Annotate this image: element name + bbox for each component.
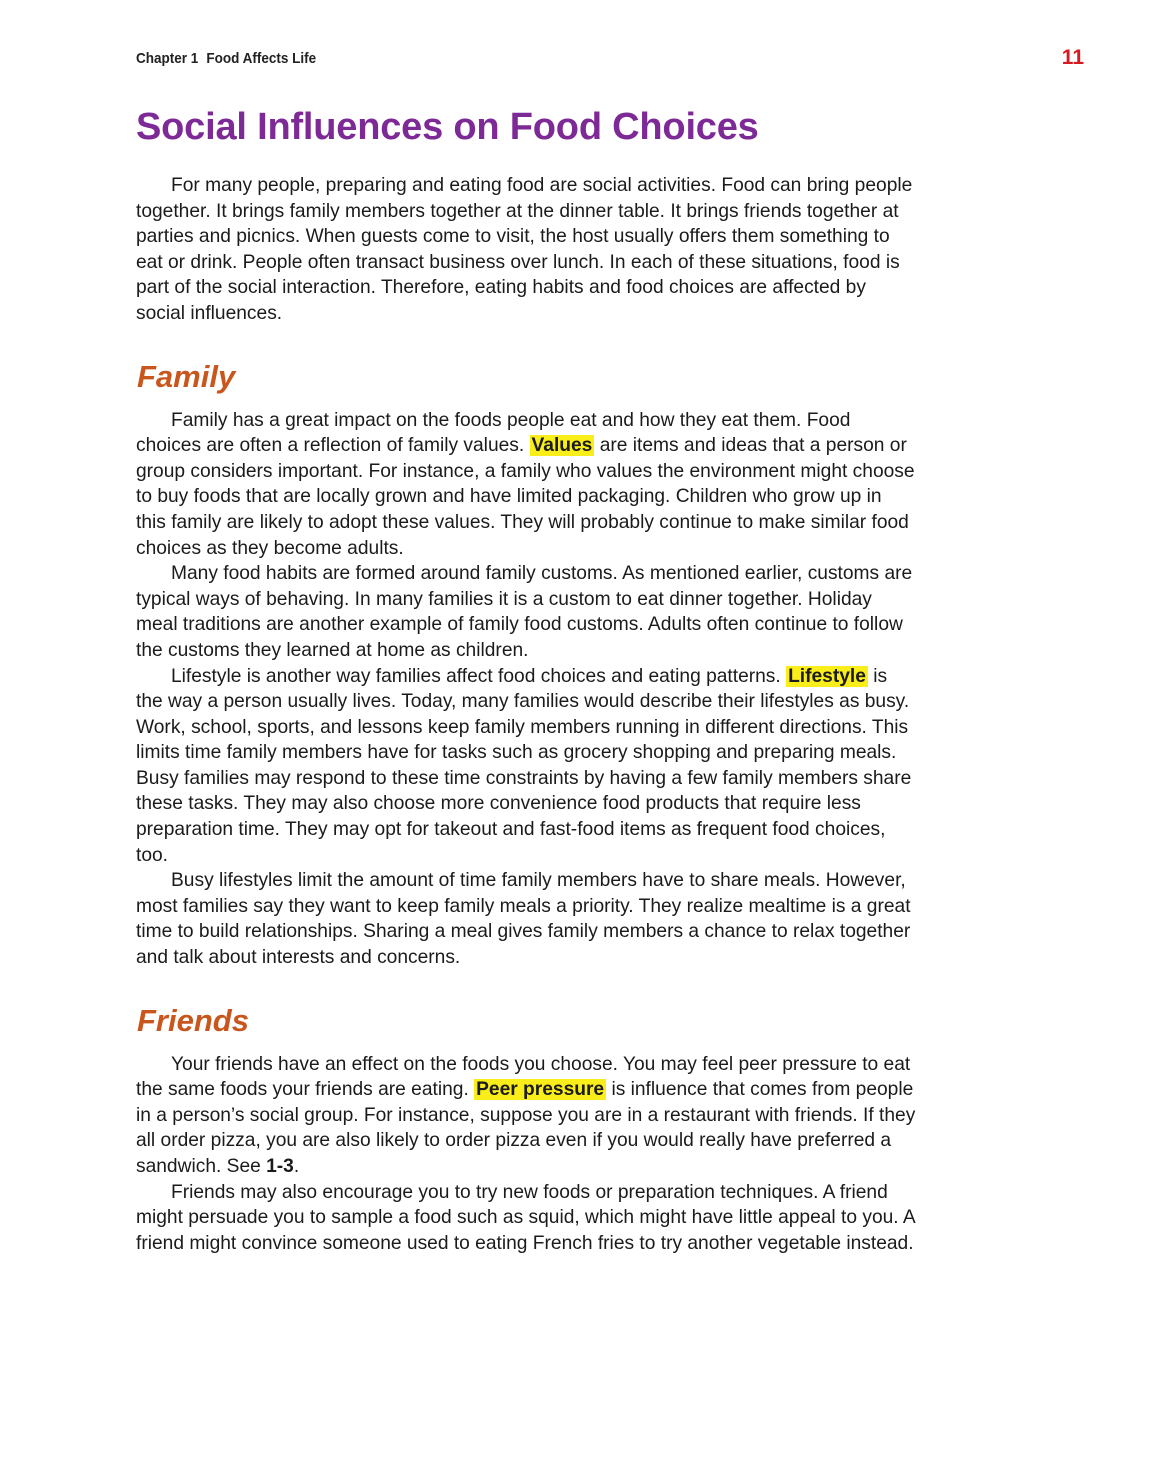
key-term-values: Values bbox=[531, 435, 593, 457]
text-run: is influence that comes from people in a person’s social group. For instance, suppose you are in a restaurant with friends. If they all order pizza, you are also likely to order pizza even if you would really have preferred a sandwich. See bbox=[136, 1079, 916, 1177]
family-paragraph-3 bbox=[136, 664, 916, 869]
friends-paragraph-1 bbox=[136, 1052, 916, 1180]
intro-paragraph: For many people, preparing and eating food are social activities. Food can bring people together. It brings family members together at the dinner table. It brings friends together at parties and picnics. When guests come to visit, the host usually offers them something to eat or drink. People often transact business over lunch. In each of these situations, food is part of the social interaction. Therefore, eating habits and food choices are affected by social influences. bbox=[136, 175, 913, 324]
friends-heading: Friends bbox=[137, 1002, 249, 1038]
figure-reference: 1-3 bbox=[266, 1156, 294, 1177]
family-paragraph-2: Many food habits are formed around family customs. As mentioned earlier, customs are typical ways of behaving. In many families it is a custom to eat dinner together. Holiday meal traditions are another example of family food customs. Adults often continue to follow the customs they learned at home as children. bbox=[136, 563, 913, 661]
chapter-label: Chapter 1 bbox=[136, 50, 199, 67]
key-term-peer-pressure: Peer pressure bbox=[476, 1079, 605, 1101]
key-term-lifestyle: Lifestyle bbox=[788, 665, 866, 687]
text-run: Your friends have an effect on the foods you choose. You may feel peer pressure to eat the same foods your friends are eating. bbox=[136, 1053, 911, 1101]
page-content bbox=[136, 104, 916, 1256]
family-paragraph-4: Busy lifestyles limit the amount of time family members have to share meals. However, most families say they want to keep family meals a priority. They realize mealtime is a great time to build relationships. Sharing a meal gives family members a chance to relax together and talk about interests and concerns. bbox=[136, 870, 911, 969]
friends-paragraph-2: Friends may also encourage you to try new foods or preparation techniques. A friend might persuade you to sample a food such as squid, which might have little appeal to you. A friend might convince someone used to eating French fries to try another vegetable instead. bbox=[136, 1181, 915, 1254]
text-run: are items and ideas that a person or group considers important. For instance, a family who values the environment might choose to buy foods that are locally grown and have limited packaging. Children who grow up in this family are likely to adopt these values. They will probably continue to make similar food choices as they become adults. bbox=[136, 435, 915, 559]
page-number: 11 bbox=[1061, 46, 1084, 69]
text-run: . bbox=[293, 1156, 300, 1177]
section-title: Social Influences on Food Choices bbox=[136, 106, 759, 148]
family-paragraph-1 bbox=[136, 408, 916, 562]
family-heading: Family bbox=[137, 358, 236, 394]
text-run: Lifestyle is another way families affect food choices and eating patterns. bbox=[171, 665, 787, 687]
text-run: Family has a great impact on the foods people eat and how they eat them. Food choices are often a reflection of family values. bbox=[136, 409, 851, 457]
running-head bbox=[136, 50, 316, 67]
text-run: is the way a person usually lives. Today, many families would describe their lifestyles as busy. Work, school, sports, and lessons keep family members running in different directions. This limits time family members have for tasks such as grocery shopping and preparing meals. Busy families may respond to these time constraints by having a few family members share these tasks. They may also choose more convenience food products that require less preparation time. They may opt for takeout and fast-food items as frequent food choices, too. bbox=[136, 665, 912, 866]
chapter-title: Food Affects Life bbox=[206, 50, 317, 67]
